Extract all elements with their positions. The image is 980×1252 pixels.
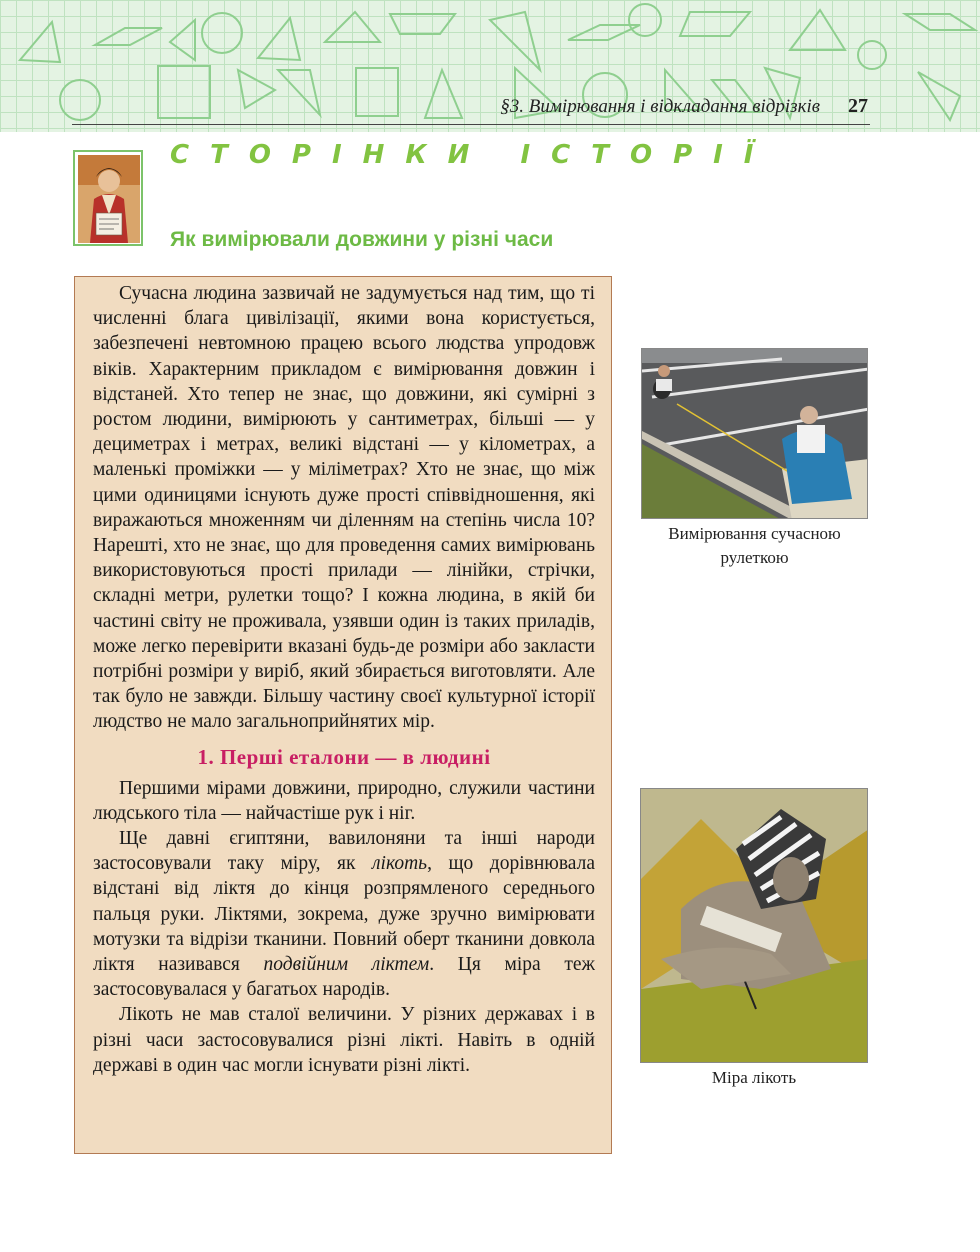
subsection-heading: 1. Перші еталони — в людині bbox=[197, 744, 491, 769]
fig1-caption-line1: Вимірювання сучасною bbox=[668, 524, 841, 543]
term-double-likot: подвійним ліктем bbox=[263, 954, 430, 976]
geometric-shapes-decoration bbox=[0, 0, 980, 132]
paragraph-1: Першими мірами довжини, природно, служили частини людського тіла — найчастіше рук і ніг. bbox=[93, 777, 595, 824]
header-rule bbox=[72, 124, 870, 125]
running-head: §3. Вимірювання і відкладання відрізків bbox=[500, 96, 820, 117]
paragraph-3: Лікоть не мав сталої величини. У різних державах і в різні часи застосовувалися різні лікті. Навіть в одній державі в один час могли існувати різні лікті. bbox=[93, 1004, 595, 1076]
cubit-illustration bbox=[640, 788, 868, 1063]
intro-paragraph: Сучасна людина зазвичай не задумується над тим, що ті численні блага цивілізації, якими вона користується, забезпечені невтомною працею всього людства упродовж віків. Характерним прикладом є вимірювання довжин і відстаней. Хто тепер не знає, що довжини, які сумірні з ростом людини, вимірюють у сантиметрах, більші — у дециметрах і метрах, великі відстані — у кілометрах, а маленькі проміжки — у міліметрах? Хто не знає, що між цими одиницями існують дуже прості співвідношення, які виражаються множенням чи діленням на степінь числа 10? Нарешті, хто не знає, що для проведення самих вимірювань використовуються прості прилади — лінійки, стрічки, складні метри, рулетки тощо? І кожна людина, в якій би частині світу не проживала, узявши один із таких приладів, може легко перевірити вказані будь-де розміри або закласти потрібні розміри у виріб, який збирається виготовляти. Але так було не завжди. Більшу частину своєї культурної історії людство не мало загальноприйнятих мір. bbox=[93, 283, 595, 733]
term-likot: лікоть bbox=[372, 853, 428, 875]
history-thumbnail-image bbox=[73, 150, 143, 246]
tape-measure-photo bbox=[641, 348, 868, 519]
paragraph-2-part-a: Ще давні єгиптяни, вавилоняни та інші народи застосовували таку міру, як bbox=[93, 828, 595, 875]
section-subtitle: Як вимірювали довжини у різні часи bbox=[170, 228, 554, 251]
paragraph-2-part-b: , що дорівнювала відстані від ліктя до кінця розпрямленого середнього пальця руки. Ліктями, зокрема, дуже зручно вимірювати мотузки та відрізи тканини. Повний оберт тканини довкола ліктя називався bbox=[93, 853, 595, 976]
paragraph-2 bbox=[93, 826, 595, 1002]
fig2-caption: Міра лікоть bbox=[711, 1068, 797, 1087]
page-header bbox=[0, 0, 980, 132]
section-title: СТОРІНКИ ІСТОРІЇ bbox=[170, 140, 775, 170]
fig1-caption bbox=[641, 522, 868, 570]
paragraph-2-part-c: . Ця міра теж застосовувалася у багатьох народів. bbox=[93, 954, 595, 1001]
fig1-caption-line2: рулеткою bbox=[720, 548, 789, 567]
page-number: 27 bbox=[848, 95, 868, 117]
history-text-box bbox=[74, 276, 612, 1154]
